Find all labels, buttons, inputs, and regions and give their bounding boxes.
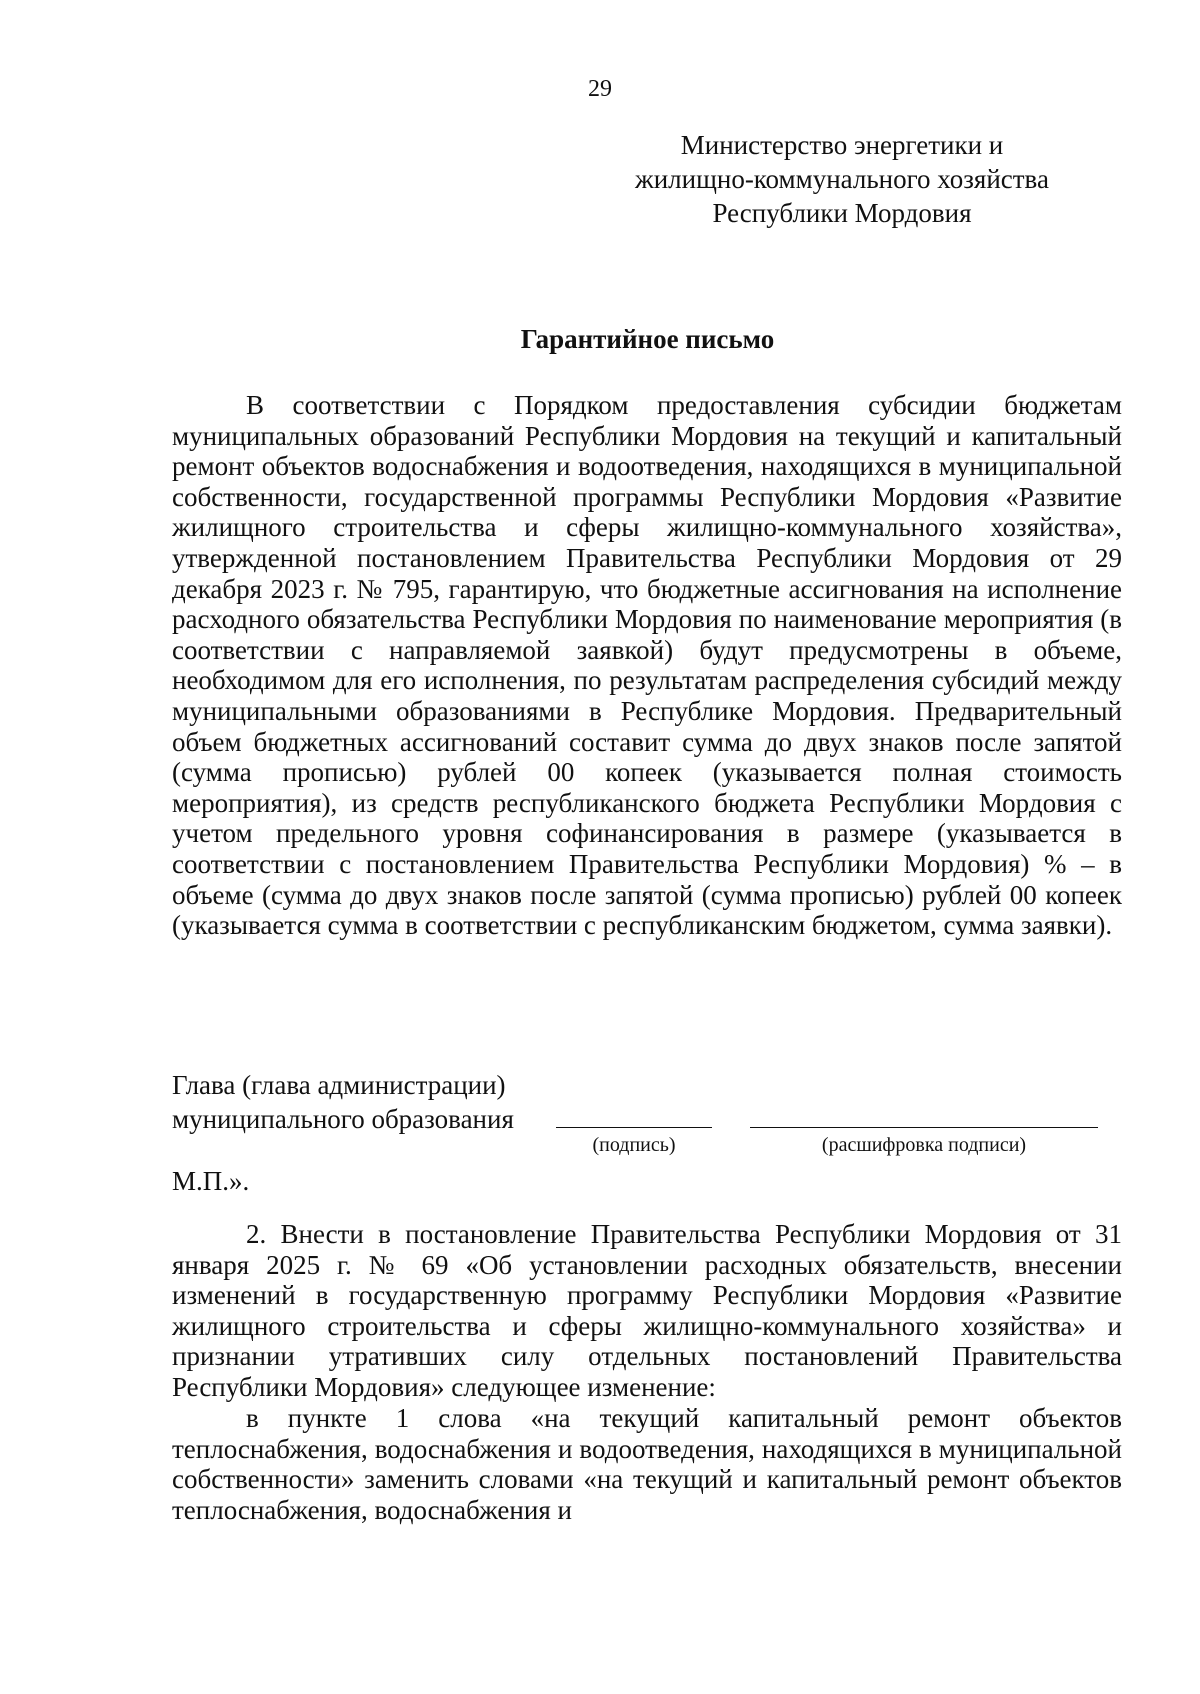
guarantee-paragraph: В соответствии с Порядком предоставления субсидии бюджетам муниципальных образований Республики Мордовия на текущий и капитальный ремонт объектов водоснабжения и водоотведения, находящихся в муниципальной собственности, государственной программы Республики Мордовия «Развитие жилищного строительства и сферы жилищно-коммунального хозяйства», утвержденной постановлением Правительства Республики Мордовия от 29 декабря 2023 г. № 795, гарантирую, что бюджетные ассигнования на исполнение расходного обязательства Республики Мордовия по наименование мероприятия (в соответствии с направляемой заявкой) будут предусмотрены в объеме, необходимом для его исполнения, по результатам распределения субсидий между муниципальными образованиями в Республике Мордовия. Предварительный объем бюджетных ассигнований составит сумма до двух знаков после запятой (сумма прописью) рублей 00 копеек (указывается полная стоимость мероприятия), из средств республиканского бюджета Республики Мордовия с учетом предельного уровня софинансирования в размере (указывается в соответствии с постановлением Правительства Республики Мордовия) % – в объеме (сумма до двух знаков после запятой (сумма прописью) рублей 00 копеек (указывается сумма в соответствии с республиканским бюджетом, сумма заявки).: [172, 390, 1122, 941]
signature-caption: (подпись): [592, 1134, 676, 1156]
signature-line: [556, 1127, 712, 1128]
amendment-paragraph: 2. Внести в постановление Правительства Республики Мордовия от 31 января 2025 г. № 69 «Об установлении расходных обязательств, внесении изменений в государственную программу Республики Мордовия «Развитие жилищного строительства и сферы жилищно-коммунального хозяйства» и признании утративших силу отдельных постановлений Правительства Республики Мордовия» следующее изменение:: [172, 1219, 1122, 1402]
signature-decoding-line: [750, 1127, 1098, 1128]
signer-position-line-1: Глава (глава администрации): [172, 1070, 506, 1100]
addressee-line-2: жилищно-коммунального хозяйства: [635, 164, 1049, 194]
addressee-line-1: Министерство энергетики и: [680, 130, 1004, 160]
addressee-block: [612, 128, 1072, 230]
signature-decoding-caption: (расшифровка подписи): [821, 1134, 1027, 1156]
addressee-line-3: Республики Мордовия: [712, 198, 972, 228]
seal-mark: М.П.».: [172, 1166, 250, 1196]
signer-position-line-2: муниципального образования: [172, 1104, 514, 1134]
signature-block: [172, 1068, 1122, 1136]
amendment-detail-paragraph: в пункте 1 слова «на текущий капитальный ремонт объектов теплоснабжения, водоснабжения и водоотведения, находящихся в муниципальной собственности» заменить словами «на текущий и капитальный ремонт объектов теплоснабжения, водоснабжения и: [172, 1403, 1122, 1525]
document-title: Гарантийное письмо: [520, 324, 775, 354]
page-number: 29: [588, 76, 612, 102]
